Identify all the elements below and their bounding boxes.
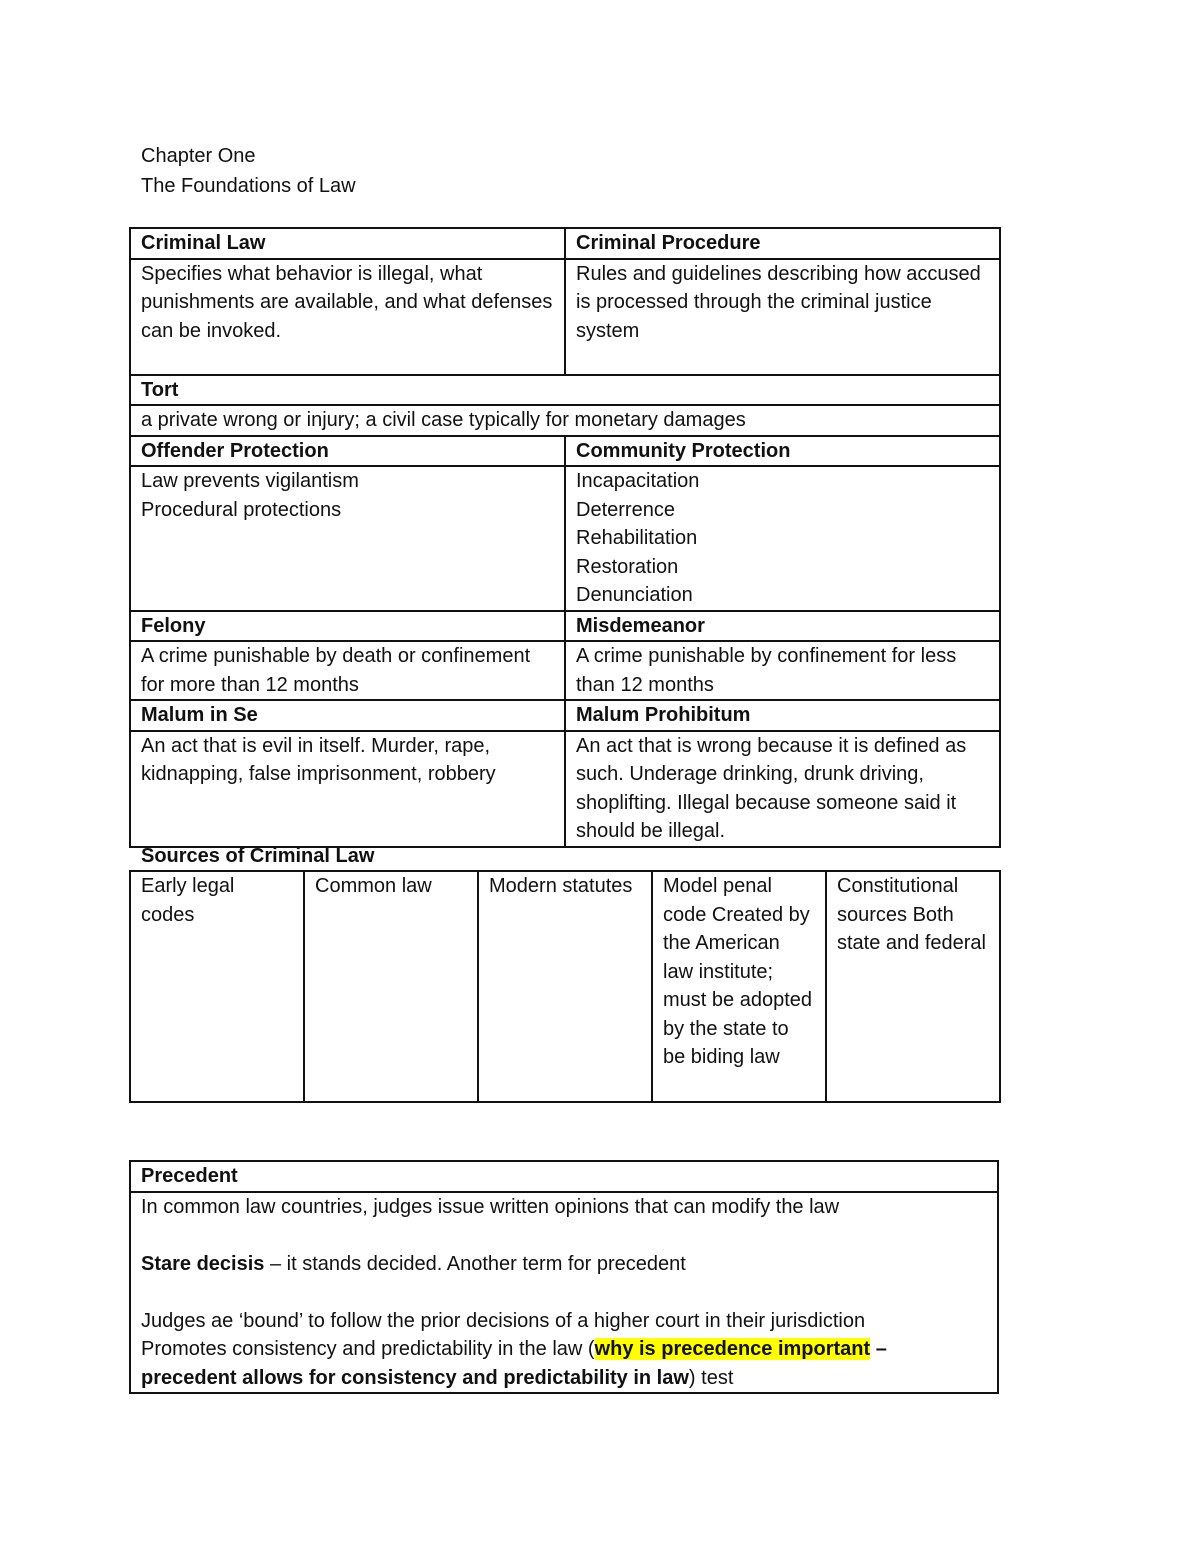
- tort-text: a private wrong or injury; a civil case typically for monetary damages: [130, 405, 1000, 436]
- table-row: [130, 466, 1000, 611]
- precedent-heading: Precedent: [130, 1161, 998, 1192]
- source-early-legal-codes: Early legal codes: [130, 871, 304, 1102]
- list-item: Procedural protections: [141, 498, 342, 521]
- table-row: [130, 436, 1000, 467]
- table-row: [130, 641, 1000, 700]
- table-row: [130, 259, 1000, 375]
- felony-text: A crime punishable by death or confinement for more than 12 months: [130, 641, 565, 700]
- misdemeanor-heading: Misdemeanor: [565, 611, 1000, 642]
- misdemeanor-text: A crime punishable by confinement for less than 12 months: [565, 641, 1000, 700]
- list-item: Law prevents vigilantism: [141, 470, 359, 492]
- table-row: [130, 731, 1000, 847]
- sources-table: [129, 870, 1001, 1103]
- malum-prohibitum-heading: Malum Prohibitum: [565, 700, 1000, 731]
- community-protection-heading: Community Protection: [565, 436, 1000, 467]
- precedent-line-3: Judges ae ‘bound’ to follow the prior decisions of a higher court in their jurisdiction: [141, 1309, 866, 1332]
- precedent-table: [129, 1160, 999, 1394]
- felony-heading: Felony: [130, 611, 565, 642]
- criminal-law-text: Specifies what behavior is illegal, what punishments are available, and what defenses can be invoked.: [130, 259, 565, 375]
- chapter-title: The Foundations of Law: [141, 175, 356, 197]
- table-row: [130, 405, 1000, 436]
- malum-prohibitum-text: An act that is wrong because it is defined as such. Underage drinking, drunk driving, shoplifting. Illegal because someone said it should be illegal.: [565, 731, 1000, 847]
- malum-in-se-heading: Malum in Se: [130, 700, 565, 731]
- source-constitutional: Constitutional sources Both state and federal: [826, 871, 1000, 1102]
- stare-decisis-term: Stare decisis: [141, 1252, 265, 1275]
- malum-in-se-text: An act that is evil in itself. Murder, rape, kidnapping, false imprisonment, robbery: [130, 731, 565, 847]
- list-item: Denunciation: [576, 584, 693, 606]
- source-common-law: Common law: [304, 871, 478, 1102]
- offender-protection-list: [130, 466, 565, 611]
- blank-line: [141, 1221, 987, 1250]
- list-item: Restoration: [576, 555, 679, 578]
- source-modern-statutes: Modern statutes: [478, 871, 652, 1102]
- community-protection-list: [565, 466, 1000, 611]
- precedent-body: [130, 1192, 998, 1394]
- criminal-procedure-text: Rules and guidelines describing how accused is processed through the criminal justice system: [565, 259, 1000, 375]
- criminal-procedure-heading: Criminal Procedure: [565, 228, 1000, 259]
- highlighted-question: why is precedence important: [594, 1338, 871, 1360]
- line4-end: ) test: [688, 1366, 734, 1389]
- source-model-penal-code: Model penal code Created by the American law institute; must be adopted by the state to be biding law: [652, 871, 826, 1102]
- criminal-law-heading: Criminal Law: [130, 228, 565, 259]
- list-item: Incapacitation: [576, 470, 700, 492]
- offender-protection-heading: Offender Protection: [130, 436, 565, 467]
- table-row: [130, 1192, 998, 1394]
- precedent-line-2: [141, 1250, 987, 1279]
- blank-line: [141, 1278, 987, 1307]
- stare-decisis-definition: – it stands decided. Another term for precedent: [264, 1252, 686, 1275]
- line4-start: Promotes consistency and predictability in the law (: [141, 1338, 595, 1360]
- list-item: Rehabilitation: [576, 527, 698, 549]
- chapter-label: Chapter One: [141, 145, 256, 167]
- precedent-line-4: [141, 1335, 987, 1392]
- sources-label: Sources of Criminal Law: [141, 845, 375, 867]
- table-row: [130, 611, 1000, 642]
- page-header: [141, 141, 356, 201]
- table-row: [130, 228, 1000, 259]
- table-row: [130, 700, 1000, 731]
- definitions-table: [129, 227, 1001, 848]
- line4-answer: – precedent allows for consistency and predictability in law: [141, 1338, 887, 1389]
- table-row: [130, 375, 1000, 406]
- table-row: [130, 1161, 998, 1192]
- precedent-line-1: In common law countries, judges issue written opinions that can modify the law: [141, 1195, 840, 1218]
- table-row: [130, 871, 1000, 1102]
- tort-heading: Tort: [130, 375, 1000, 406]
- list-item: Deterrence: [576, 498, 675, 521]
